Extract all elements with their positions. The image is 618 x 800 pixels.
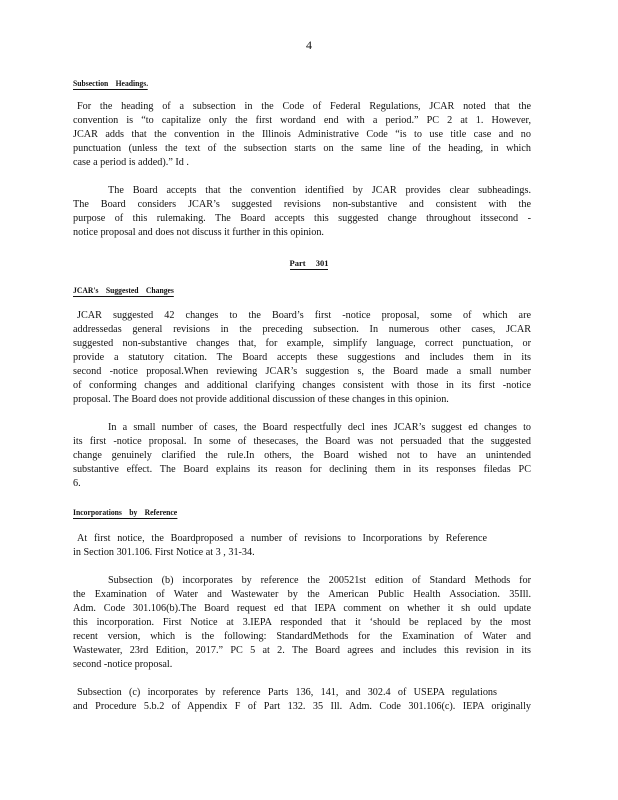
paragraph-line: provide a statutory citation. The Board accepts these suggestions and includes them in its (73, 352, 531, 363)
paragraph-line: Subsection (c) incorporates by reference Parts 136, 141, and 302.4 of USEPA regulations (77, 687, 497, 698)
part-heading-text: Part 301 (289, 258, 329, 268)
paragraph-line: 6. (73, 478, 81, 489)
paragraph-line: In a small number of cases, the Board respectfully decl ines JCAR’s suggest ed changes to (108, 422, 531, 433)
section-heading-subsection-headings: Subsection Headings. (73, 78, 149, 88)
paragraph-line: JCAR adds that the convention in the Illinois Administrative Code “is to use title case and no (73, 129, 531, 140)
paragraph-line: this incorporation. First Notice at 3.IEPA responded that it ‘should be replaced by the most (73, 617, 531, 628)
paragraph-line: The Board considers JCAR’s suggested revisions non-substantive and consistent with the (73, 199, 531, 210)
paragraph-line: its first -notice proposal. In some of thesecases, the Board was not persuaded that the suggested (73, 436, 531, 447)
paragraph-line: Adm. Code 301.106(b).The Board request ed that IEPA comment on whether it sh ould update (73, 603, 531, 614)
paragraph-line: JCAR suggested 42 changes to the Board’s first -notice proposal, some of which are (77, 310, 531, 321)
paragraph-line: of conforming changes and additional clarifying changes consistent with those in its first -notice (73, 380, 531, 391)
part-heading (0, 258, 618, 268)
section-heading-incorporations: Incorporations by Reference (73, 507, 178, 517)
paragraph-line: change genuinely clarified the rule.In others, the Board wished not to have an unintended (73, 450, 531, 461)
paragraph-line: addressedas general revisions in the preceding subsection. In numerous other cases, JCAR (73, 324, 531, 335)
paragraph-line: recent version, which is the following: StandardMethods for the Examination of Water and (73, 631, 531, 642)
paragraph-line: Wastewater, 23rd Edition, 2017.” PC 5 at 2. The Board agrees and includes this revision in its (73, 645, 531, 656)
page-number: 4 (306, 38, 312, 52)
paragraph-line: the Examination of Water and Wastewater by the American Public Health Association. 35Ill. (73, 589, 531, 600)
paragraph-line: second -notice proposal.When reviewing JCAR’s suggestion s, the Board made a small number (73, 366, 531, 377)
paragraph-line: in Section 301.106. First Notice at 3 , 31-34. (73, 547, 255, 558)
paragraph-line: The Board accepts that the convention identified by JCAR provides clear subheadings. (108, 185, 531, 196)
paragraph-line: and Procedure 5.b.2 of Appendix F of Part 132. 35 Ill. Adm. Code 301.106(c). IEPA originally (73, 701, 531, 712)
section-heading-jcar-changes: JCAR's Suggested Changes (73, 285, 174, 295)
paragraph-line: case a period is added).” Id . (73, 157, 189, 168)
paragraph-line: proposal. The Board does not provide additional discussion of these changes in this opinion. (73, 394, 449, 405)
paragraph-line: Subsection (b) incorporates by reference the 200521st edition of Standard Methods for (108, 575, 531, 586)
paragraph-line: punctuation (unless the text of the subsection starts on the same line of the heading, in which (73, 143, 531, 154)
paragraph-line: suggested non-substantive changes that, for example, simplify language, correct punctuation, or (73, 338, 531, 349)
paragraph-line: convention is “to capitalize only the first wordand end with a period.” PC 2 at 1. However, (73, 115, 531, 126)
paragraph-line: substantive effect. The Board explains its reason for declining them in its responses filedas PC (73, 464, 531, 475)
paragraph-line: purpose of this rulemaking. The Board accepts this suggested change throughout itssecond - (73, 213, 531, 224)
paragraph-line: At first notice, the Boardproposed a number of revisions to Incorporations by Reference (77, 533, 487, 544)
paragraph-line: second -notice proposal. (73, 659, 173, 670)
paragraph-line: notice proposal and does not discuss it further in this opinion. (73, 227, 324, 238)
paragraph-line: For the heading of a subsection in the Code of Federal Regulations, JCAR noted that the (77, 101, 531, 112)
